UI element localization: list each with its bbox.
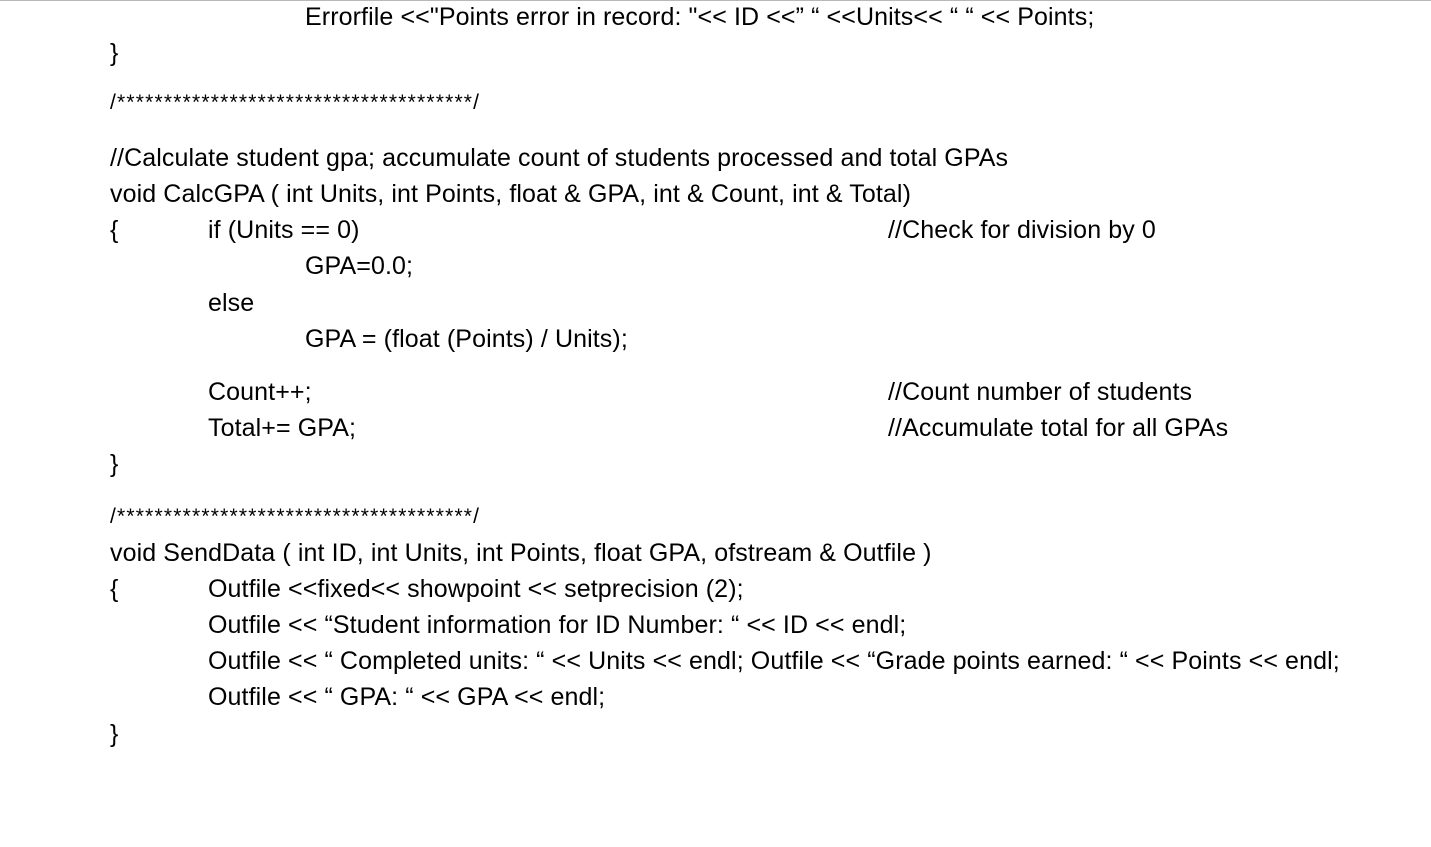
code-line-errorfile: Errorfile <<"Points error in record: "<< ID <<” “ <<Units<< “ “ << Points; <box>305 3 1095 31</box>
code-line-outfile-id: Outfile << “Student information for ID Number: “ << ID << endl; <box>208 611 907 639</box>
code-line-calcgpa-signature: void CalcGPA ( int Units, int Points, float & GPA, int & Count, int & Total) <box>110 180 911 208</box>
comment-separator: /**************************************/ <box>110 505 481 528</box>
code-line-count-increment: Count++; <box>208 378 312 406</box>
code-line-outfile-units-points: Outfile << “ Completed units: “ << Units << endl; Outfile << “Grade points earned: “ << Points << endl; <box>208 647 1340 675</box>
code-comment-count: //Count number of students <box>888 378 1193 406</box>
code-line-total-accumulate: Total+= GPA; <box>208 414 357 442</box>
code-line-gpa-divide: GPA = (float (Points) / Units); <box>305 325 628 353</box>
code-comment-division-check: //Check for division by 0 <box>888 216 1156 244</box>
code-line-closing-brace: } <box>110 720 119 748</box>
comment-separator: /**************************************/ <box>110 91 481 114</box>
code-line-opening-brace: { <box>110 575 119 603</box>
code-line-closing-brace: } <box>110 450 119 478</box>
page-top-border <box>0 0 1431 1</box>
code-line-if-units: if (Units == 0) <box>208 216 360 244</box>
code-comment-calcgpa: //Calculate student gpa; accumulate count of students processed and total GPAs <box>110 144 1009 172</box>
code-line-senddata-signature: void SendData ( int ID, int Units, int Points, float GPA, ofstream & Outfile ) <box>110 539 932 567</box>
code-line-outfile-precision: Outfile <<fixed<< showpoint << setprecision (2); <box>208 575 744 603</box>
code-comment-total: //Accumulate total for all GPAs <box>888 414 1229 442</box>
code-line-opening-brace: { <box>110 216 119 244</box>
code-line-outfile-gpa: Outfile << “ GPA: “ << GPA << endl; <box>208 683 606 711</box>
code-line-closing-brace: } <box>110 39 119 67</box>
code-line-else: else <box>208 289 255 317</box>
code-line-gpa-zero: GPA=0.0; <box>305 252 414 280</box>
